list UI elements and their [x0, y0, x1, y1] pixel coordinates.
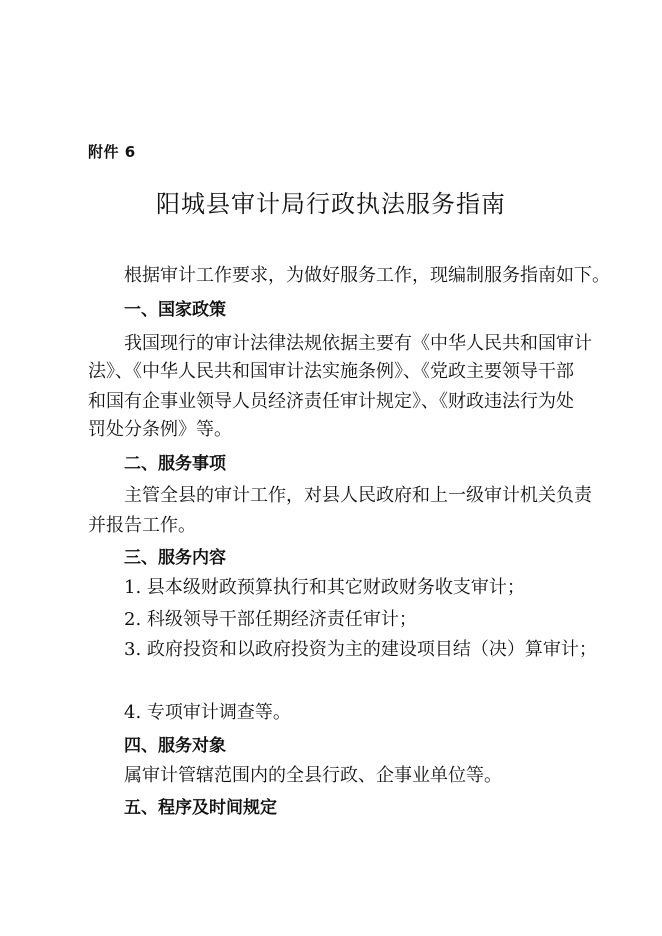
section-heading-service-items: 二、服务事项 — [124, 454, 226, 474]
paragraph-line: 并报告工作。 — [88, 515, 196, 536]
list-item: 4. 专项审计调查等。 — [124, 702, 291, 723]
paragraph-line: 和国有企事业领导人员经济责任审计规定》、《财政违法行为处 — [88, 391, 574, 412]
attachment-label: 附件 6 — [88, 143, 136, 161]
list-item: 1. 县本级财政预算执行和其它财政财务收支审计； — [124, 577, 525, 598]
section-heading-procedures: 五、程序及时间规定 — [124, 798, 277, 818]
paragraph-line: 我国现行的审计法律法规依据主要有《中华人民共和国审计 — [124, 333, 592, 354]
section-heading-service-targets: 四、服务对象 — [124, 736, 226, 756]
paragraph-line: 罚处分条例》等。 — [88, 419, 232, 440]
paragraph-line: 属审计管辖范围内的全县行政、企事业单位等。 — [124, 765, 502, 786]
paragraph-line: 主管全县的审计工作，对县人民政府和上一级审计机关负责 — [124, 485, 592, 506]
list-item: 3. 政府投资和以政府投资为主的建设项目结（决）算审计； — [124, 639, 597, 660]
page-title: 阳城县审计局行政执法服务指南 — [156, 190, 506, 218]
section-heading-national-policy: 一、国家政策 — [124, 300, 226, 320]
paragraph-line: 法》、《中华人民共和国审计法实施条例》、《党政主要领导干部 — [88, 361, 574, 382]
list-item: 2. 科级领导干部任期经济责任审计； — [124, 609, 417, 630]
intro-paragraph: 根据审计工作要求，为做好服务工作，现编制服务指南如下。 — [124, 265, 610, 286]
section-heading-service-content: 三、服务内容 — [124, 548, 226, 568]
